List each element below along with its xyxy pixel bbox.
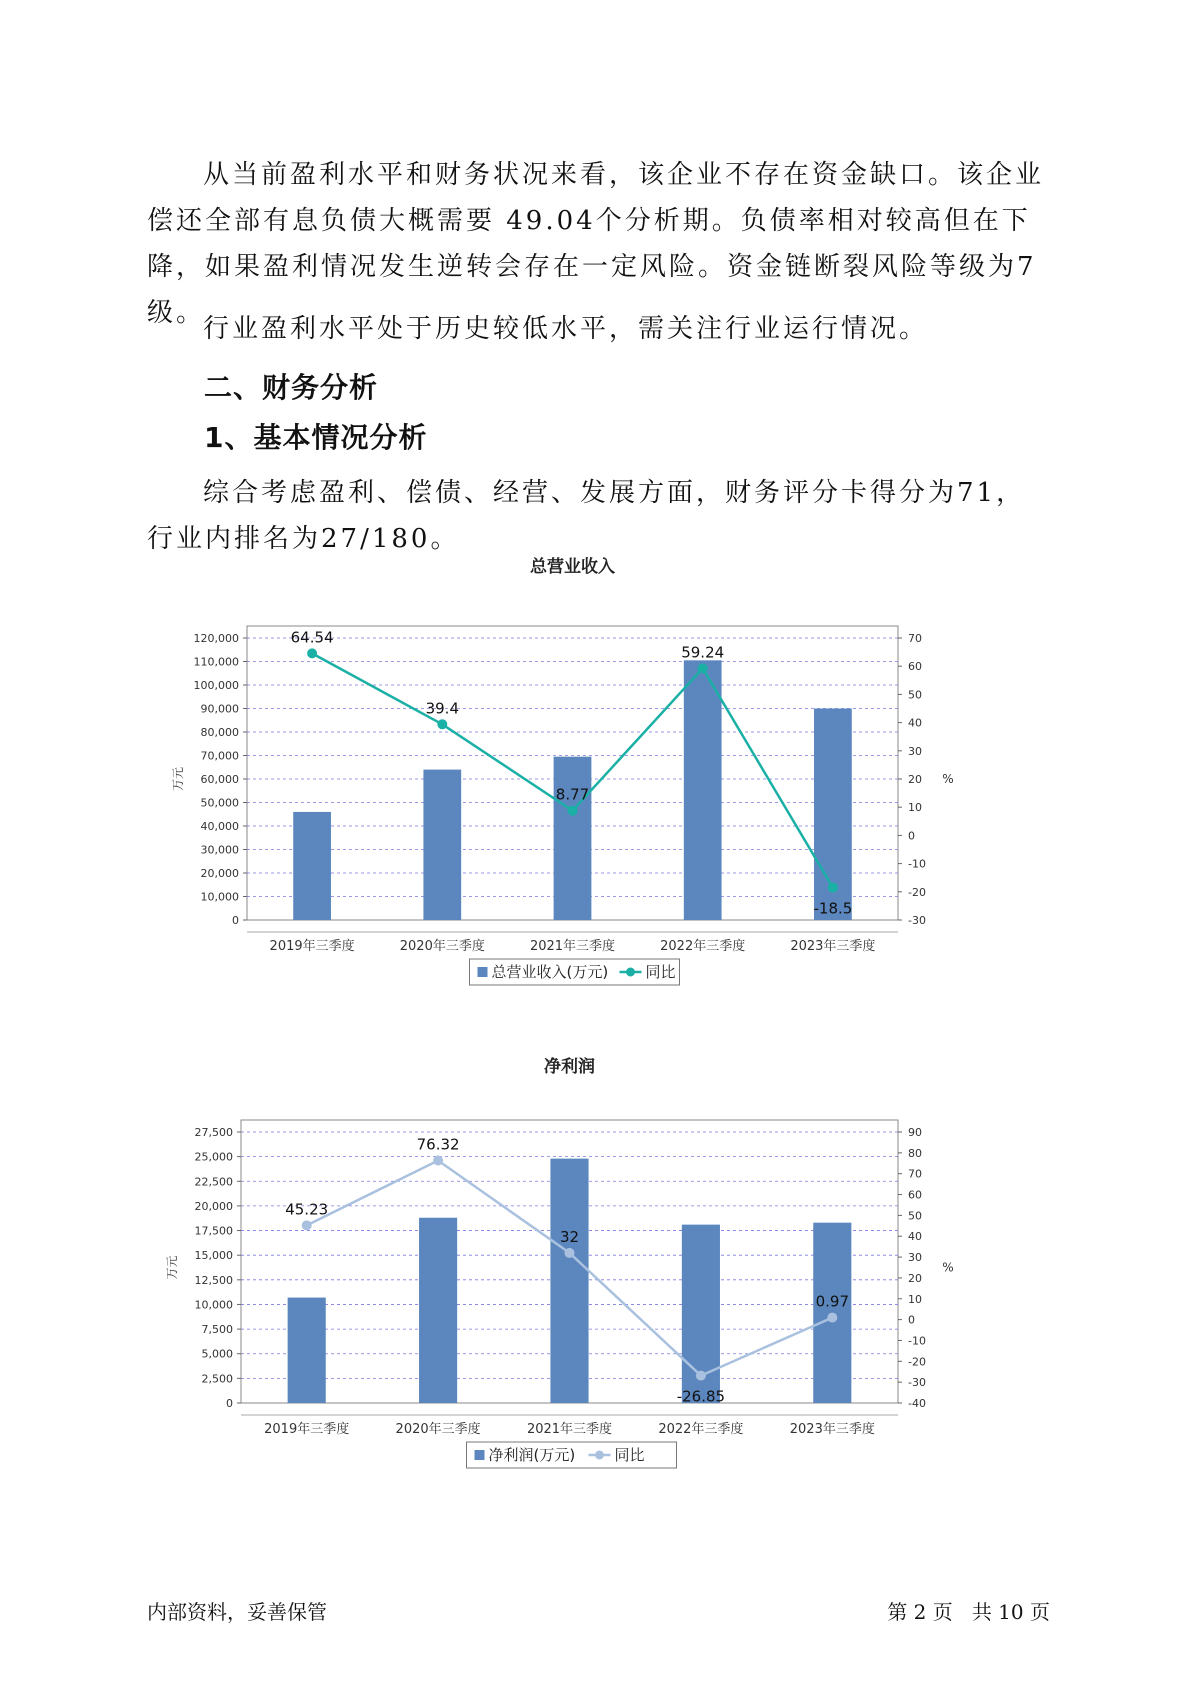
legend-bar-label: 总营业收入(万元) bbox=[491, 963, 609, 981]
legend-line-label: 同比 bbox=[614, 1446, 645, 1464]
data-label: -26.85 bbox=[676, 1387, 726, 1406]
x-tick-label: 2020年三季度 bbox=[399, 939, 485, 954]
line-point bbox=[437, 719, 447, 729]
right-tick-label: 50 bbox=[908, 1209, 922, 1223]
left-tick-label: 0 bbox=[232, 914, 239, 927]
chart-net-profit bbox=[165, 1057, 970, 1550]
chart-title: 总营业收入 bbox=[530, 557, 615, 577]
line-point bbox=[302, 1220, 312, 1230]
left-tick-label: 2,500 bbox=[201, 1372, 233, 1386]
bar bbox=[423, 770, 461, 920]
data-label: 8.77 bbox=[555, 785, 590, 804]
paragraph-industry bbox=[147, 306, 1047, 352]
x-tick-label: 2019年三季度 bbox=[264, 1422, 350, 1437]
right-tick-label: 50 bbox=[908, 688, 922, 702]
data-label: 0.97 bbox=[815, 1292, 850, 1311]
right-axis-unit: % bbox=[942, 1260, 954, 1275]
line-point bbox=[565, 1248, 575, 1258]
right-tick-label: -10 bbox=[908, 1334, 926, 1348]
left-tick-label: 25,000 bbox=[194, 1150, 233, 1164]
right-tick-label: 0 bbox=[908, 1313, 915, 1327]
left-tick-label: 0 bbox=[226, 1397, 233, 1410]
right-tick-label: 20 bbox=[908, 773, 922, 786]
x-tick-label: 2021年三季度 bbox=[526, 1422, 613, 1437]
data-label: 64.54 bbox=[290, 628, 334, 647]
legend-line-label: 同比 bbox=[645, 963, 676, 981]
line-point bbox=[827, 1313, 837, 1323]
right-tick-label: 80 bbox=[908, 1146, 922, 1160]
legend-line-marker bbox=[595, 1451, 604, 1460]
chart-title: 净利润 bbox=[544, 1057, 595, 1077]
right-tick-label: 70 bbox=[908, 632, 922, 645]
left-tick-label: 12,500 bbox=[194, 1273, 233, 1287]
bar bbox=[684, 660, 722, 920]
left-tick-label: 40,000 bbox=[200, 820, 239, 833]
left-tick-label: 10,000 bbox=[194, 1298, 233, 1312]
data-label: 39.4 bbox=[425, 699, 460, 718]
x-tick-label: 2021年三季度 bbox=[529, 939, 616, 954]
paragraph-funding-text: 从当前盈利水平和财务状况来看，该企业不存在资金缺口。该企业偿还全部有息负债大概需要 49.04个分析期。负债率相对较高但在下降，如果盈利情况发生逆转会存在一定风险。资金链断裂风险等级为7级。 bbox=[147, 160, 1045, 328]
left-tick-label: 20,000 bbox=[194, 1199, 233, 1213]
right-tick-label: -30 bbox=[908, 914, 926, 927]
chart-total-revenue-svg bbox=[170, 557, 970, 1050]
left-axis-unit: 万元 bbox=[165, 1255, 179, 1280]
left-tick-label: 80,000 bbox=[200, 726, 239, 739]
left-tick-label: 120,000 bbox=[193, 632, 239, 645]
left-tick-label: 70,000 bbox=[200, 749, 239, 763]
x-tick-label: 2019年三季度 bbox=[269, 939, 355, 954]
right-tick-label: 20 bbox=[908, 1271, 922, 1285]
bar bbox=[554, 757, 592, 920]
legend-line-marker bbox=[626, 968, 635, 977]
right-tick-label: 30 bbox=[908, 744, 922, 758]
x-tick-label: 2020年三季度 bbox=[395, 1422, 481, 1437]
left-tick-label: 22,500 bbox=[194, 1175, 233, 1189]
left-tick-label: 90,000 bbox=[200, 702, 239, 716]
right-tick-label: 10 bbox=[908, 1292, 922, 1306]
bar bbox=[419, 1218, 457, 1403]
right-tick-label: 0 bbox=[908, 829, 915, 843]
footer-page-number: 第 2 页 共 10 页 bbox=[887, 1600, 1050, 1624]
left-tick-label: 100,000 bbox=[193, 679, 239, 692]
right-tick-label: 40 bbox=[908, 1230, 922, 1244]
footer-confidential: 内部资料，妥善保管 bbox=[147, 1600, 327, 1624]
subsection-heading-basic-analysis: 1、基本情况分析 bbox=[204, 421, 428, 454]
right-tick-label: -40 bbox=[908, 1397, 926, 1410]
left-tick-label: 30,000 bbox=[200, 843, 239, 857]
left-tick-label: 60,000 bbox=[200, 773, 239, 786]
data-label: 45.23 bbox=[285, 1200, 329, 1219]
left-tick-label: 27,500 bbox=[194, 1126, 233, 1139]
legend-bar-swatch bbox=[475, 1450, 485, 1460]
line-point bbox=[568, 806, 578, 816]
right-tick-label: 10 bbox=[908, 801, 922, 815]
section-heading-financial-analysis: 二、财务分析 bbox=[204, 371, 379, 404]
right-tick-label: -20 bbox=[908, 885, 926, 899]
left-tick-label: 7,500 bbox=[201, 1323, 233, 1337]
left-tick-label: 15,000 bbox=[194, 1249, 233, 1263]
bar bbox=[288, 1298, 326, 1403]
data-label: 59.24 bbox=[681, 643, 725, 662]
left-tick-label: 110,000 bbox=[193, 655, 239, 669]
data-label: 32 bbox=[559, 1227, 580, 1246]
right-tick-label: -30 bbox=[908, 1376, 926, 1390]
left-tick-label: 50,000 bbox=[200, 796, 239, 810]
right-axis-unit: % bbox=[942, 772, 954, 786]
x-tick-label: 2023年三季度 bbox=[790, 939, 876, 954]
bar bbox=[293, 812, 331, 920]
bar bbox=[550, 1159, 588, 1403]
data-label: 76.32 bbox=[416, 1135, 460, 1154]
right-tick-label: -20 bbox=[908, 1355, 926, 1369]
left-tick-label: 5,000 bbox=[201, 1347, 233, 1361]
left-axis-unit: 万元 bbox=[171, 766, 185, 792]
left-tick-label: 20,000 bbox=[200, 867, 239, 880]
line-point bbox=[696, 1371, 706, 1381]
x-tick-label: 2022年三季度 bbox=[658, 1422, 744, 1437]
right-tick-label: 40 bbox=[908, 716, 922, 730]
left-tick-label: 17,500 bbox=[194, 1224, 233, 1238]
right-tick-label: -10 bbox=[908, 857, 926, 871]
chart-total-revenue bbox=[170, 557, 970, 1050]
right-tick-label: 90 bbox=[908, 1126, 922, 1139]
right-tick-label: 60 bbox=[908, 660, 922, 674]
legend-bar-label: 净利润(万元) bbox=[488, 1446, 576, 1464]
right-tick-label: 30 bbox=[908, 1251, 922, 1265]
x-tick-label: 2023年三季度 bbox=[789, 1422, 875, 1437]
data-label: -18.5 bbox=[813, 899, 853, 918]
chart-net-profit-svg bbox=[165, 1057, 970, 1550]
paragraph-industry-text: 行业盈利水平处于历史较低水平，需关注行业运行情况。 bbox=[203, 314, 929, 344]
paragraph-scorecard bbox=[147, 470, 1047, 562]
line-point bbox=[307, 648, 317, 658]
line-point bbox=[698, 663, 708, 673]
paragraph-scorecard-text: 综合考虑盈利、偿债、经营、发展方面，财务评分卡得分为71，行业内排名为27/180。 bbox=[147, 478, 1026, 554]
line-point bbox=[828, 883, 838, 893]
right-tick-label: 70 bbox=[908, 1167, 922, 1181]
legend-bar-swatch bbox=[478, 967, 488, 977]
left-tick-label: 10,000 bbox=[200, 890, 239, 904]
x-tick-label: 2022年三季度 bbox=[660, 939, 746, 954]
line-point bbox=[433, 1156, 443, 1166]
right-tick-label: 60 bbox=[908, 1188, 922, 1202]
